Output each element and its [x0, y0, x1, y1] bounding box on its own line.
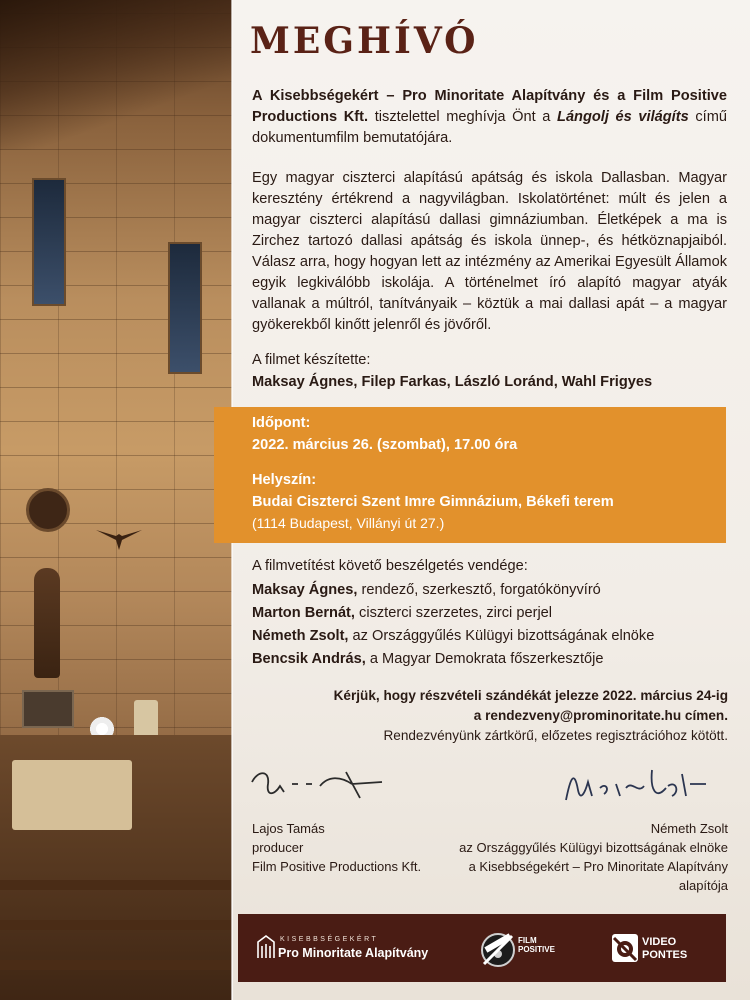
signer-right-extra: alapítója — [678, 878, 728, 893]
guests-label: A filmvetítést követő beszélgetés vendége: — [252, 558, 528, 574]
dove-sculpture-icon — [94, 522, 144, 552]
guest-role: az Országgyűlés Külügyi bizottságának elnöke — [348, 628, 655, 644]
pew — [0, 960, 232, 970]
guest-role: ciszterci szerzetes, zirci perjel — [354, 605, 553, 621]
place-address: (1114 Budapest, Villányi út 27.) — [252, 515, 445, 531]
pew — [0, 880, 232, 890]
film-description: Egy magyar ciszterci alapítású apátság és iskola Dallasban. Magyar keresztény értékrend a nagyvilágban. Iskolatörténet: múlt és jelen a magyar ciszterci alapítású dallasi gimnáziumban. Életképek a ma is Zirchez tartozó dallasi apátság és iskola ünnep-, és hétköznapjaiból. Válasz arra, hogy hogyan lett az intézmény az Amerikai Egyesült Államok egyik legkiválóbb iskolája. A történelmet író alapító magyar atyák vallanak a múltról, tanítványaik – köztük a mai dallasi apát – a magyar gyökerekből kinőtt jelenről és jövőről. — [252, 170, 727, 333]
madonna-statue — [34, 568, 60, 678]
fp-line-2: POSITIVE — [518, 945, 555, 954]
altar-table — [12, 760, 132, 830]
rsvp-email-line[interactable]: a rendezveny@prominoritate.hu címen. — [473, 708, 728, 723]
place-value: Budai Ciszterci Szent Imre Gimnázium, Békefi terem — [252, 494, 614, 510]
makers-names: Maksay Ágnes, Filep Farkas, László Loránd, Wahl Frigyes — [252, 374, 653, 390]
video-pontes-logo-icon — [610, 932, 640, 964]
signer-left-role: producer — [252, 840, 304, 855]
guest-name: Marton Bernát, — [252, 605, 355, 621]
page-title: MEGHÍVÓ — [250, 20, 479, 62]
roof-beams — [0, 0, 232, 150]
pew — [0, 920, 232, 930]
makers-label: A filmet készítette: — [252, 352, 371, 368]
vp-line-2: PONTES — [642, 949, 688, 961]
wall-plaque — [22, 690, 74, 728]
guest-item — [252, 580, 727, 601]
guest-name: Maksay Ágnes, — [252, 582, 358, 598]
intro-text-2: című dokumentumfilm bemutatójára. — [252, 109, 727, 146]
intro-paragraph — [252, 86, 727, 149]
guest-role: a Magyar Demokrata főszerkesztője — [365, 651, 604, 667]
guest-item — [252, 603, 727, 624]
place-label: Helyszín: — [252, 472, 317, 488]
intro-text-1: tisztelettel meghívja Önt a — [368, 109, 558, 125]
church-window-left — [32, 178, 66, 306]
vp-line-1: VIDEO — [642, 936, 677, 948]
time-value: 2022. március 26. (szombat), 17.00 óra — [252, 437, 518, 453]
pm-name: Pro Minoritate Alapítvány — [278, 946, 429, 960]
signer-right-name: Németh Zsolt — [650, 821, 728, 836]
guest-name: Bencsik András, — [252, 651, 366, 667]
time-label: Időpont: — [252, 415, 311, 431]
rsvp-note: Rendezvényünk zártkörű, előzetes regisztrációhoz kötött. — [383, 728, 728, 743]
guest-name: Németh Zsolt, — [252, 628, 349, 644]
signer-left-org: Film Positive Productions Kft. — [252, 859, 422, 874]
organizer-names: A Kisebbségekért – Pro Minoritate Alapítvány és a Film Positive Productions Kft. — [252, 88, 727, 125]
signer-right-org: a Kisebbségekért – Pro Minoritate Alapítvány — [468, 859, 728, 874]
guest-item — [252, 649, 727, 670]
wall-medallion — [26, 488, 70, 532]
pro-minoritate-logo-icon — [256, 934, 276, 960]
church-window-right — [168, 242, 202, 374]
signature-lajos-tamas — [248, 762, 388, 806]
rsvp-line-1: Kérjük, hogy részvételi szándékát jelezze 2022. március 24-ig — [333, 688, 728, 703]
signature-nemeth-zsolt — [560, 760, 710, 810]
church-interior-photo — [0, 0, 232, 1000]
signer-left-name: Lajos Tamás — [252, 821, 325, 836]
pm-small-caption: KISEBBSÉGEKÉRT — [280, 936, 379, 943]
film-title: Lángolj és világíts — [557, 109, 689, 125]
fp-line-1: FILM — [518, 936, 537, 945]
guest-role: rendező, szerkesztő, forgatókönyvíró — [357, 582, 601, 598]
signer-right-role: az Országgyűlés Külügyi bizottságának elnöke — [459, 840, 728, 855]
guest-item — [252, 626, 727, 647]
